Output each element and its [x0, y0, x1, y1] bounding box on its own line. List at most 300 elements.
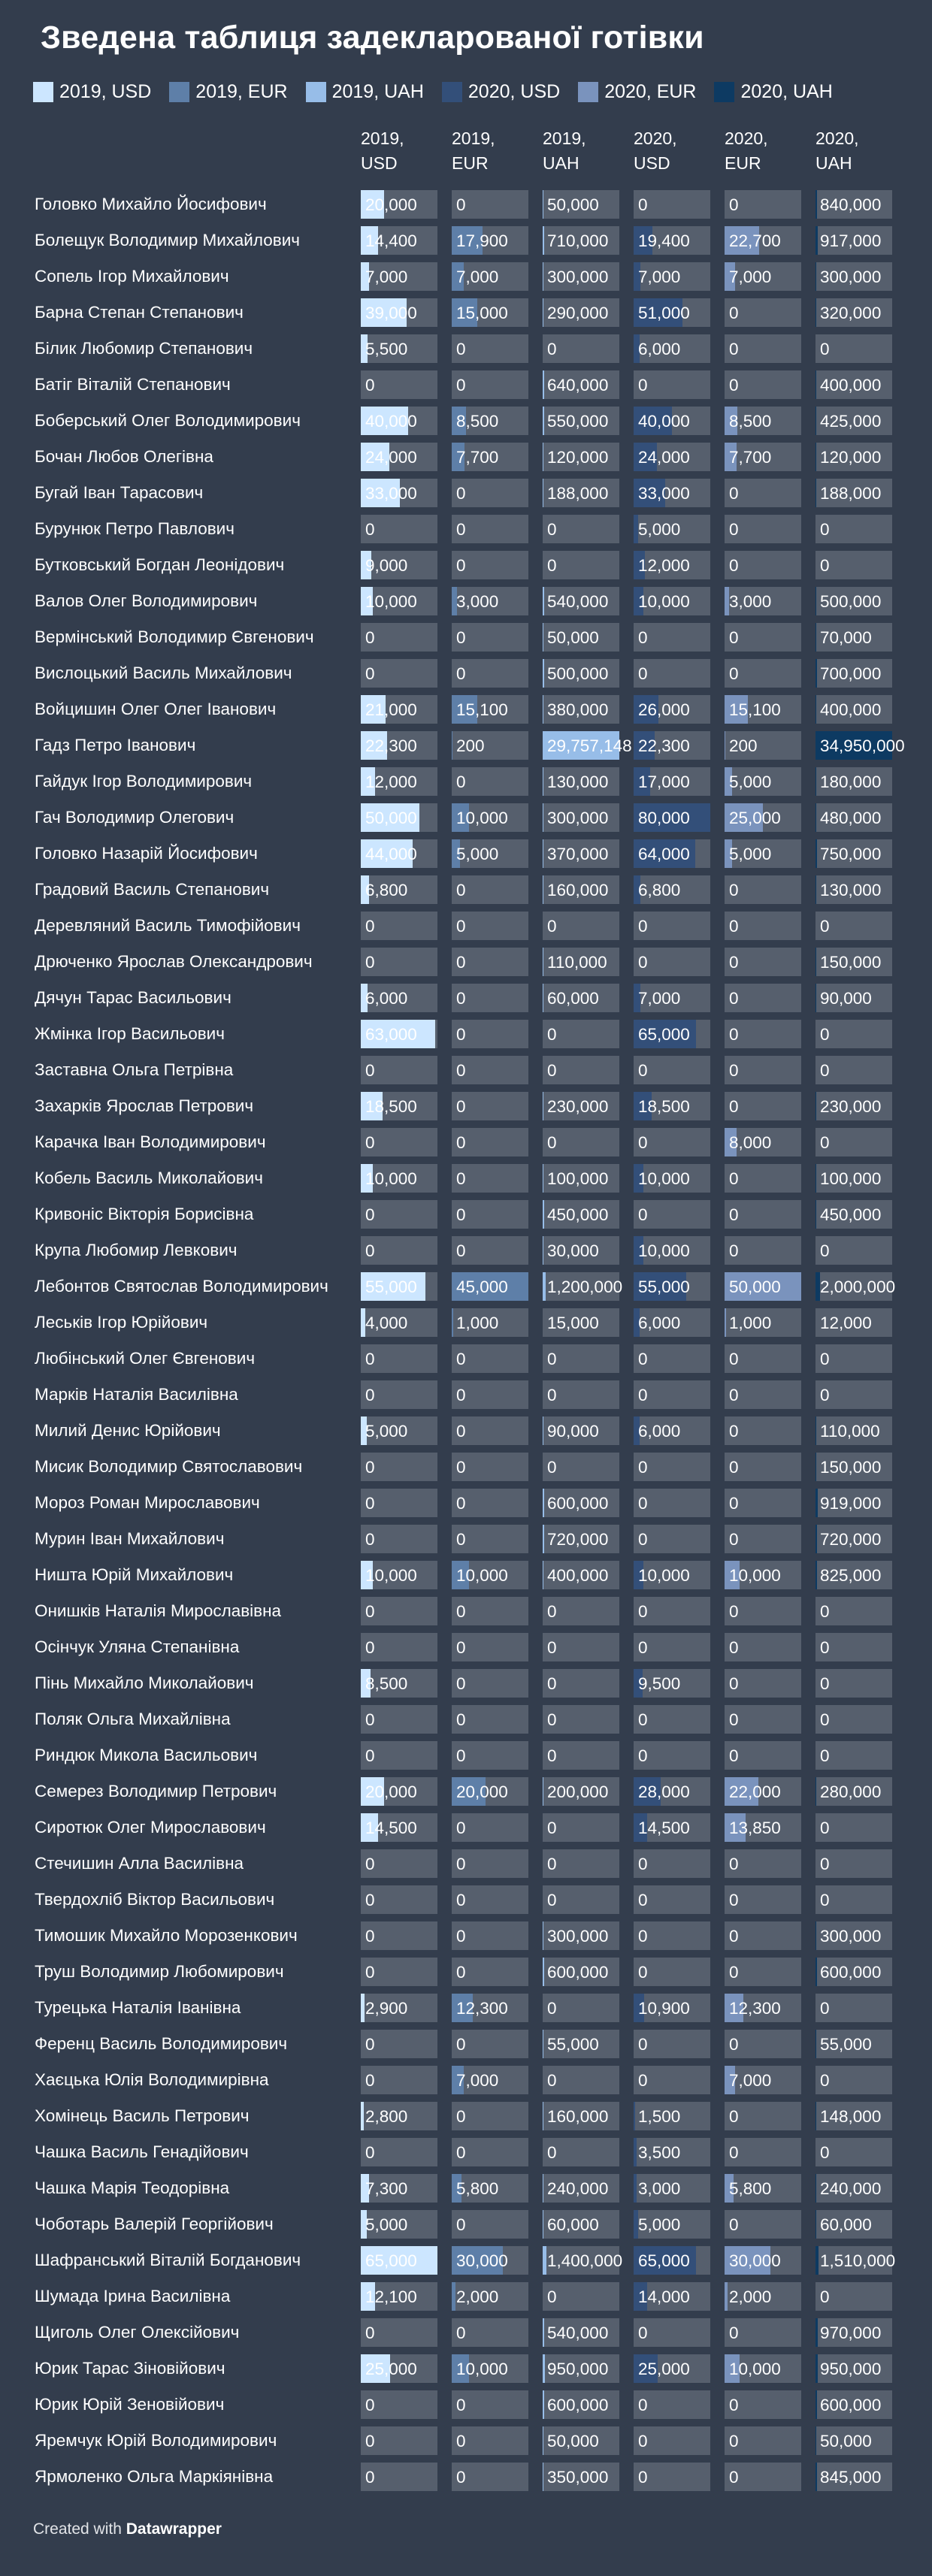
table-cell-usd20 [634, 190, 710, 219]
cell-value: 0 [365, 1927, 375, 1946]
cell-value: 280,000 [820, 1782, 882, 1801]
table-cell-usd20 [634, 2390, 710, 2419]
cell-value: 20,000 [365, 1782, 417, 1801]
cell-value: 0 [729, 2107, 739, 2126]
table-cell-usd20 [634, 1885, 710, 1914]
table-cell-eur20 [725, 551, 801, 579]
cell-value: 50,000 [820, 2432, 872, 2451]
cell-value: 0 [820, 1602, 830, 1621]
cell-value: 10,000 [456, 2360, 508, 2378]
cell-value: 0 [638, 917, 648, 936]
cell-value: 21,000 [365, 700, 417, 719]
cell-value: 450,000 [547, 1205, 609, 1224]
cell-value: 0 [547, 520, 557, 539]
cell-value: 150,000 [820, 1458, 882, 1477]
table-cell-uah20 [816, 1272, 896, 1301]
table-cell-usd19 [361, 479, 437, 507]
cell-value: 8,000 [729, 1133, 772, 1152]
table-cell-eur20 [725, 2246, 801, 2275]
cell-value: 0 [638, 1205, 648, 1224]
cell-value: 0 [365, 1061, 375, 1080]
table-cell-uah20 [816, 1561, 892, 1589]
row-name: Стечишин Алла Василівна [35, 1854, 244, 1873]
table-cell-usd19 [361, 226, 437, 255]
table-cell-uah20 [816, 2210, 892, 2239]
table-row [0, 1882, 932, 1918]
row-name: Леськів Ігор Юрійович [35, 1313, 208, 1332]
table-cell-usd20 [634, 1849, 710, 1878]
cell-value: 0 [729, 1494, 739, 1513]
cell-value: 148,000 [820, 2107, 882, 2126]
cell-value: 300,000 [820, 268, 882, 286]
cell-value: 0 [638, 1746, 648, 1765]
cell-value: 700,000 [820, 664, 882, 683]
table-cell-uah20 [816, 515, 892, 543]
table-cell-uah19 [543, 731, 632, 760]
column-header-2019-eur[interactable] [452, 126, 534, 176]
table-row [0, 583, 932, 619]
row-name: Войцишин Олег Олег Іванович [35, 700, 277, 718]
cell-value: 0 [365, 1963, 375, 1982]
cell-bar [816, 2463, 817, 2491]
table-cell-usd20 [634, 1272, 710, 1301]
cell-value: 0 [456, 1819, 466, 1837]
legend-item-2020-usd [442, 81, 560, 103]
legend-swatch-2019-usd [33, 82, 53, 102]
table-cell-usd20 [634, 1597, 710, 1625]
cell-value: 0 [820, 1746, 830, 1765]
table-cell-usd20 [634, 1777, 710, 1806]
table-row [0, 2242, 932, 2278]
legend-label: 2020, EUR [604, 80, 697, 102]
table-cell-uah20 [816, 659, 892, 688]
table-row [0, 1196, 932, 1232]
cell-value: 840,000 [820, 195, 882, 214]
table-cell-eur19 [452, 1633, 528, 1661]
table-row [0, 1016, 932, 1052]
table-row [0, 2134, 932, 2170]
column-header-year: 2020, [725, 128, 768, 148]
footer-brand-link[interactable]: Datawrapper [126, 2520, 222, 2538]
table-cell-usd20 [634, 1994, 710, 2022]
table-row [0, 1088, 932, 1124]
cell-value: 10,000 [638, 1169, 690, 1188]
cell-value: 15,100 [729, 700, 781, 719]
cell-value: 600,000 [820, 1963, 882, 1982]
table-cell-usd19 [361, 2354, 437, 2383]
cell-value: 0 [820, 1819, 830, 1837]
legend-item-2020-eur [578, 81, 696, 103]
table-cell-eur20 [725, 1272, 801, 1301]
table-cell-usd19 [361, 2282, 437, 2311]
table-cell-eur20 [725, 1777, 801, 1806]
table-cell-uah19 [543, 1885, 619, 1914]
table-cell-usd19 [361, 2102, 437, 2130]
table-row [0, 1052, 932, 1088]
cell-value: 18,500 [365, 1097, 417, 1116]
table-cell-uah19 [543, 1092, 619, 1120]
table-cell-uah19 [543, 623, 619, 652]
cell-bar [543, 1525, 544, 1553]
cell-bar [816, 1272, 820, 1301]
table-cell-usd20 [634, 2138, 710, 2166]
table-cell-eur20 [725, 479, 801, 507]
table-row [0, 1341, 932, 1377]
cell-value: 10,000 [365, 1169, 417, 1188]
table-cell-eur20 [725, 1453, 801, 1481]
table-cell-usd20 [634, 226, 710, 255]
table-cell-usd19 [361, 2246, 437, 2275]
footer-credit [33, 2520, 222, 2538]
cell-value: 0 [365, 1205, 375, 1224]
cell-value: 750,000 [820, 845, 882, 863]
cell-value: 15,000 [547, 1314, 599, 1332]
cell-value: 10,000 [456, 1566, 508, 1585]
table-row [0, 872, 932, 908]
cell-value: 0 [820, 2143, 830, 2162]
table-cell-usd19 [361, 515, 437, 543]
table-cell-eur20 [725, 334, 801, 363]
cell-bar [816, 190, 817, 219]
table-cell-uah19 [543, 262, 619, 291]
table-cell-usd20 [634, 587, 710, 615]
table-cell-usd20 [634, 839, 710, 868]
table-cell-usd19 [361, 298, 437, 327]
row-name: Сиротюк Олег Мирославович [35, 1818, 266, 1837]
table-cell-uah20 [816, 1489, 892, 1517]
table-cell-uah20 [816, 2102, 892, 2130]
table-cell-usd20 [634, 2246, 710, 2275]
cell-value: 0 [820, 1674, 830, 1693]
table-cell-eur19 [452, 587, 528, 615]
cell-value: 0 [729, 1891, 739, 1909]
cell-value: 0 [456, 1674, 466, 1693]
cell-value: 240,000 [820, 2179, 882, 2198]
table-cell-usd20 [634, 1020, 710, 1048]
row-name: Гайдук Ігор Володимирович [35, 772, 253, 791]
table-cell-uah20 [816, 1994, 892, 2022]
cell-value: 3,000 [456, 592, 499, 611]
cell-value: 0 [820, 917, 830, 936]
table-cell-eur19 [452, 515, 528, 543]
cell-value: 0 [456, 1746, 466, 1765]
cell-value: 0 [456, 772, 466, 791]
cell-value: 5,800 [456, 2179, 499, 2198]
cell-value: 10,000 [729, 2360, 781, 2378]
legend-label: 2019, USD [59, 80, 152, 102]
column-header-year: 2020, [816, 128, 859, 148]
table-cell-eur20 [725, 1092, 801, 1120]
cell-value: 0 [456, 376, 466, 395]
table-cell-usd20 [634, 1164, 710, 1193]
table-cell-eur20 [725, 695, 801, 724]
cell-value: 0 [638, 1350, 648, 1368]
table-cell-eur19 [452, 1416, 528, 1445]
table-cell-eur20 [725, 1056, 801, 1084]
table-cell-uah20 [816, 407, 892, 435]
cell-value: 0 [729, 1386, 739, 1404]
table-row [0, 836, 932, 872]
table-cell-eur19 [452, 1669, 528, 1698]
table-cell-eur20 [725, 1633, 801, 1661]
table-cell-usd20 [634, 2066, 710, 2094]
cell-value: 0 [729, 1169, 739, 1188]
table-cell-eur20 [725, 2354, 801, 2383]
cell-bar [816, 2246, 819, 2275]
cell-bar [634, 2174, 637, 2203]
column-header-2020-eur[interactable] [725, 126, 807, 176]
cell-value: 90,000 [820, 989, 872, 1008]
table-cell-eur19 [452, 2354, 528, 2383]
cell-bar [725, 2282, 728, 2311]
table-cell-usd20 [634, 370, 710, 399]
table-cell-usd19 [361, 551, 437, 579]
cell-value: 4,000 [365, 1314, 408, 1332]
table-cell-uah19 [543, 370, 619, 399]
table-cell-usd19 [361, 1092, 437, 1120]
cell-value: 15,000 [456, 304, 508, 322]
cell-value: 0 [456, 1530, 466, 1549]
column-header-2019-uah[interactable] [543, 126, 625, 176]
cell-value: 0 [365, 520, 375, 539]
table-cell-eur19 [452, 1344, 528, 1373]
cell-value: 0 [456, 1169, 466, 1188]
cell-value: 39,000 [365, 304, 417, 322]
table-cell-uah20 [816, 1958, 892, 1986]
table-cell-usd20 [634, 912, 710, 940]
cell-value: 50,000 [547, 2432, 599, 2451]
cell-value: 0 [729, 1530, 739, 1549]
cell-value: 22,300 [365, 736, 417, 755]
table-cell-eur19 [452, 1092, 528, 1120]
cell-value: 22,300 [638, 736, 690, 755]
table-cell-eur20 [725, 1561, 801, 1589]
cell-value: 0 [729, 1927, 739, 1946]
cell-value: 400,000 [820, 376, 882, 395]
table-cell-eur20 [725, 2138, 801, 2166]
table-cell-eur19 [452, 1128, 528, 1156]
table-cell-uah19 [543, 803, 619, 832]
table-cell-eur20 [725, 912, 801, 940]
table-row [0, 1629, 932, 1665]
cell-value: 5,000 [456, 845, 499, 863]
table-cell-usd19 [361, 1994, 437, 2022]
cell-value: 0 [820, 520, 830, 539]
table-cell-usd20 [634, 623, 710, 652]
cell-value: 0 [456, 520, 466, 539]
cell-value: 300,000 [547, 809, 609, 827]
cell-value: 1,510,000 [820, 2251, 896, 2270]
table-cell-usd20 [634, 551, 710, 579]
column-header-2020-usd[interactable] [634, 126, 716, 176]
cell-value: 0 [729, 376, 739, 395]
cell-value: 50,000 [729, 1277, 781, 1296]
table-cell-usd20 [634, 2282, 710, 2311]
table-cell-eur19 [452, 948, 528, 976]
cell-value: 100,000 [547, 1169, 609, 1188]
table-cell-eur19 [452, 984, 528, 1012]
cell-value: 1,000 [729, 1314, 772, 1332]
cell-value: 6,000 [638, 1314, 681, 1332]
table-cell-eur20 [725, 1128, 801, 1156]
row-name: Бурунюк Петро Павлович [35, 519, 235, 538]
cell-value: 65,000 [638, 1025, 690, 1044]
cell-value: 20,000 [456, 1782, 508, 1801]
table-cell-eur19 [452, 1056, 528, 1084]
cell-value: 0 [365, 2071, 375, 2090]
table-cell-uah20 [816, 1597, 892, 1625]
cell-value: 0 [820, 1350, 830, 1368]
row-name: Болещук Володимир Михайлович [35, 231, 300, 249]
cell-bar [361, 1994, 365, 2022]
row-name: Яремчук Юрій Володимирович [35, 2431, 277, 2450]
legend-item-2019-usd [33, 81, 151, 103]
table-row [0, 2170, 932, 2206]
row-name: Захарків Ярослав Петрович [35, 1096, 254, 1115]
row-name: Вермінський Володимир Євгенович [35, 627, 314, 646]
row-name: Щиголь Олег Олексійович [35, 2323, 240, 2342]
table-cell-usd20 [634, 1416, 710, 1445]
legend-swatch-2020-eur [578, 82, 598, 102]
row-name: Батіг Віталій Степанович [35, 375, 231, 394]
table-cell-usd19 [361, 948, 437, 976]
legend-item-2020-uah [714, 81, 832, 103]
table-cell-usd19 [361, 2210, 437, 2239]
table-cell-uah19 [543, 1380, 619, 1409]
row-name: Барна Степан Степанович [35, 303, 244, 322]
table-row [0, 295, 932, 331]
column-header-2020-uah[interactable] [816, 126, 898, 176]
table-cell-uah20 [816, 1236, 892, 1265]
table-cell-usd20 [634, 1200, 710, 1229]
table-cell-usd20 [634, 1344, 710, 1373]
table-cell-uah19 [543, 1561, 619, 1589]
cell-value: 0 [456, 1927, 466, 1946]
row-name: Марків Наталія Василівна [35, 1385, 238, 1404]
table-cell-uah20 [816, 1380, 892, 1409]
row-name: Сопель Ігор Михайлович [35, 267, 229, 286]
table-row [0, 2206, 932, 2242]
cell-value: 8,500 [729, 412, 772, 431]
table-cell-usd19 [361, 875, 437, 904]
table-row [0, 186, 932, 222]
cell-value: 60,000 [547, 989, 599, 1008]
table-cell-eur20 [725, 1525, 801, 1553]
cell-value: 0 [638, 1638, 648, 1657]
table-row [0, 727, 932, 763]
cell-value: 0 [456, 1710, 466, 1729]
cell-value: 65,000 [365, 2251, 417, 2270]
table-cell-uah19 [543, 2426, 619, 2455]
cell-value: 1,500 [638, 2107, 681, 2126]
cell-value: 188,000 [547, 484, 609, 503]
row-name: Бутковський Богдан Леонідович [35, 555, 285, 574]
cell-value: 130,000 [820, 881, 882, 899]
table-cell-uah19 [543, 839, 619, 868]
cell-bar [816, 1958, 817, 1986]
cell-value: 0 [638, 2324, 648, 2342]
table-row [0, 475, 932, 511]
table-row [0, 1918, 932, 1954]
row-name: Гадз Петро Іванович [35, 736, 196, 754]
table-row [0, 944, 932, 980]
table-row [0, 2278, 932, 2314]
cell-value: 0 [820, 1638, 830, 1657]
row-name: Хаєцька Юлія Володимирівна [35, 2070, 269, 2089]
cell-value: 0 [729, 340, 739, 358]
cell-value: 400,000 [547, 1566, 609, 1585]
cell-value: 0 [638, 195, 648, 214]
footer-prefix: Created with [33, 2520, 122, 2538]
table-cell-uah20 [816, 2030, 892, 2058]
cell-value: 0 [729, 556, 739, 575]
legend-swatch-2019-uah [306, 82, 326, 102]
cell-value: 5,000 [365, 1422, 408, 1441]
table-cell-eur19 [452, 2282, 528, 2311]
cell-value: 0 [365, 376, 375, 395]
cell-value: 0 [365, 1891, 375, 1909]
table-cell-uah20 [816, 298, 892, 327]
cell-value: 0 [456, 1241, 466, 1260]
table-row [0, 763, 932, 800]
table-row [0, 619, 932, 655]
table-cell-usd19 [361, 2138, 437, 2166]
table-cell-eur19 [452, 190, 528, 219]
cell-value: 6,800 [638, 881, 681, 899]
cell-value: 500,000 [547, 664, 609, 683]
cell-value: 0 [456, 1061, 466, 1080]
row-name: Чоботарь Валерій Георгійович [35, 2215, 274, 2233]
column-header-2019-usd[interactable] [361, 126, 443, 176]
table-cell-uah19 [543, 2390, 619, 2419]
column-header-currency: USD [634, 153, 670, 173]
table-cell-eur19 [452, 659, 528, 688]
cell-value: 0 [365, 2143, 375, 2162]
cell-value: 0 [729, 1602, 739, 1621]
cell-value: 0 [456, 1097, 466, 1116]
cell-value: 110,000 [547, 953, 607, 972]
table-cell-usd19 [361, 443, 437, 471]
table-cell-uah20 [816, 1164, 892, 1193]
cell-value: 5,500 [365, 340, 408, 358]
cell-value: 0 [729, 664, 739, 683]
cell-bar [634, 2102, 635, 2130]
row-name: Ништа Юрій Михайлович [35, 1565, 234, 1584]
table-row [0, 222, 932, 259]
table-cell-eur19 [452, 1777, 528, 1806]
cell-value: 0 [365, 2432, 375, 2451]
table-cell-uah20 [816, 1849, 892, 1878]
cell-value: 0 [729, 1710, 739, 1729]
table-cell-eur20 [725, 659, 801, 688]
table-cell-eur19 [452, 262, 528, 291]
cell-value: 0 [729, 1746, 739, 1765]
row-name: Мурин Іван Михайлович [35, 1529, 225, 1548]
cell-bar [543, 407, 544, 435]
row-name: Головко Михайло Йосифович [35, 195, 267, 213]
cell-value: 5,000 [638, 2215, 681, 2234]
table-cell-uah19 [543, 407, 619, 435]
cell-value: 55,000 [547, 2035, 599, 2054]
cell-value: 3,000 [638, 2179, 681, 2198]
table-cell-uah19 [543, 2246, 623, 2275]
cell-value: 0 [456, 556, 466, 575]
cell-value: 0 [729, 1241, 739, 1260]
cell-value: 1,000 [456, 1314, 499, 1332]
table-cell-eur20 [725, 2318, 801, 2347]
table-cell-eur19 [452, 2138, 528, 2166]
table-cell-eur19 [452, 1164, 528, 1193]
